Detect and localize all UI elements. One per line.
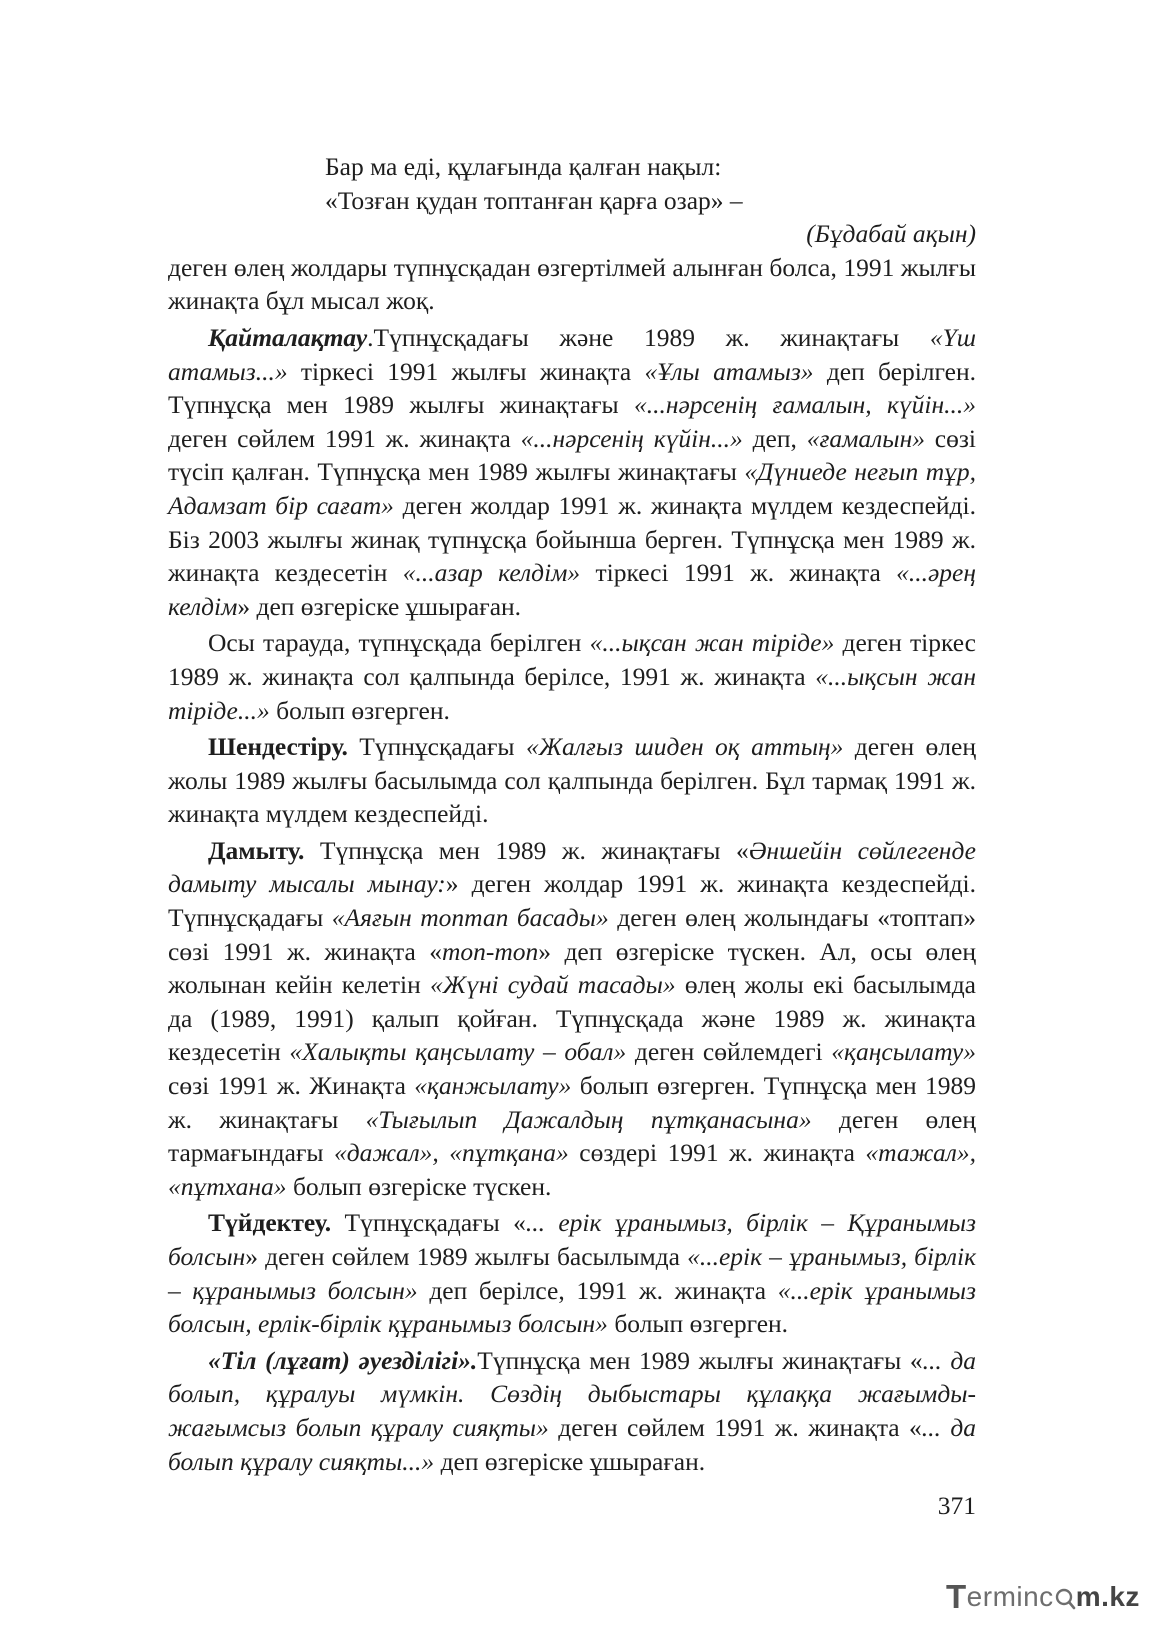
paragraph-text: » деген жолдар 1991 ж. жинақта кездеспейді. Түпнұсқадағы — [168, 869, 976, 933]
paragraph-osy-tarauda — [168, 626, 976, 727]
magnifier-icon — [1054, 1584, 1076, 1610]
paragraph-kaitalaktau — [168, 321, 976, 623]
paragraph-damytu — [168, 834, 976, 1204]
italic-quote: «...ерік ұранымыз болсын, ерлік-бірлік құранымыз болсын» — [168, 1275, 977, 1339]
section-term: Шендестіру. — [208, 732, 348, 762]
paragraph-text: » деген сөйлем 1989 жылғы басылымда — [245, 1242, 688, 1271]
section-term: Қайталақтау — [208, 322, 368, 352]
italic-quote: «...азар келдім» — [402, 558, 581, 588]
paragraph-text: » деп өзгеріске ұшыраған. — [237, 591, 522, 621]
paragraph-text: сөздері 1991 ж. жинақта — [568, 1138, 866, 1168]
paragraph-text: сөзі 1991 ж. Жинақта — [168, 1071, 415, 1101]
italic-quote: «Халықты қаңсылату – обал» — [289, 1037, 627, 1067]
paragraph-text: деген сөйлем 1991 ж. жинақта « — [548, 1412, 922, 1442]
paragraph-text: Түпнұсқа мен 1989 жылғы жинақтағы « — [477, 1345, 923, 1375]
italic-quote: «дажал», «пұтқана» — [334, 1138, 569, 1168]
paragraph-text: деген сөйлемдегі — [626, 1037, 832, 1067]
watermark-text-1: erminc — [966, 1581, 1054, 1612]
italic-quote: «...нәрсенің ғамалын, күйін...» — [633, 390, 976, 420]
italic-quote: «Жүні судай тасады» — [429, 970, 676, 1000]
italic-quote: «...нәрсенің күйін...» — [520, 423, 743, 453]
paragraph-tuidektéu — [168, 1206, 976, 1340]
paragraph-continuation — [168, 251, 976, 318]
italic-quote: «Үш атамыз...» — [168, 322, 976, 386]
section-term: «Тіл (лұғат) әуезділігі». — [208, 1345, 478, 1375]
italic-quote: «...әрең келдім — [168, 558, 976, 621]
paragraph-text: деген тіркес 1989 ж. жинақта сол қалпында берілсе, 1991 ж. жинақта — [168, 628, 976, 691]
paragraph-til-auezdiligi — [168, 1344, 976, 1478]
paragraph-text: сөзі түсіп қалған. Түпнұсқа мен 1989 жылғы жинақтағы — [168, 423, 976, 487]
italic-quote: «...ықсын жан тіріде...» — [168, 661, 976, 725]
paragraph-text: деп, — [742, 423, 807, 453]
paragraph-text: болып өзгеріске түскен. — [286, 1171, 552, 1201]
poem-attribution: (Бұдабай ақын) — [806, 219, 976, 249]
italic-quote: «...ерік – ұранымыз, бірлік – құранымыз болсын» — [168, 1242, 976, 1305]
paragraph-text: болып өзгерген. — [607, 1309, 789, 1339]
watermark-text-2: m.kz — [1075, 1581, 1140, 1612]
page-body — [168, 150, 976, 1478]
section-term: Түйдектеу. — [208, 1208, 332, 1238]
section-term: Дамыту. — [208, 835, 305, 865]
italic-quote: «Ұлы атамыз» — [644, 356, 814, 386]
page-number: 371 — [937, 1491, 976, 1520]
watermark-t: T — [946, 1578, 967, 1615]
italic-quote: «...ықсан жан тіріде» — [589, 628, 835, 658]
paragraph-text: деген өлең жолы 1989 жылғы басылымда сол қалпында берілген. Бұл тармақ 1991 ж. жинақта мүлдем кездеспейді. — [168, 732, 976, 829]
paragraph-text: Осы тарауда, түпнұсқада берілген — [208, 628, 590, 658]
paragraph-text: болып өзгерген. — [269, 695, 450, 725]
termincom-watermark-logo — [946, 1577, 1140, 1617]
italic-quote: «Аяғын топтап басады» — [331, 903, 609, 933]
paragraph-text: деп берілген. Түпнұсқа мен 1989 жылғы жинақтағы — [168, 356, 976, 420]
paragraph-text: деген өлең тармағындағы — [168, 1104, 977, 1168]
paragraph-text: деген өлең жолындағы «топтап» сөзі 1991 ж. жинақта « — [168, 903, 976, 966]
italic-quote: «Дүниеде неғып тұр, Адамзат бір сағат» — [168, 457, 976, 520]
paragraph-text: тіркесі 1991 жылғы жинақта — [287, 356, 645, 386]
italic-quote: «Тығылып Дажалдың пұтқанасына» — [365, 1104, 812, 1134]
paragraph-text: тіркесі 1991 ж. жинақта — [580, 558, 897, 588]
italic-quote: «Жалғыз шиден оқ аттың» — [525, 732, 844, 762]
paragraph-text: Түпнұсқадағы — [347, 732, 526, 762]
paragraph-text: өлең жолы екі басылымда да (1989, 1991) қалып қойған. Түпнұсқада және 1989 ж. жинақта кездесетін — [168, 970, 976, 1067]
paragraph-text: болып өзгерген. Түпнұсқа мен 1989 ж. жинақтағы — [168, 1071, 976, 1134]
paragraph-text: деген жолдар 1991 ж. жинақта мүлдем кездеспейді. Біз 2003 жылғы жинақ түпнұсқа бойынша берген. Түпнұсқа мен 1989 ж. жинақта кездесетін — [168, 490, 976, 588]
italic-quote: Әншейін сөйлегенде дамыту мысалы мынау: — [168, 835, 976, 899]
paragraph-text: Түпнұсқа мен 1989 ж. жинақтағы « — [304, 835, 749, 865]
paragraph-text: деген сөйлем 1991 ж. жинақта — [168, 423, 521, 453]
italic-quote: «тажал», «пұтхана» — [168, 1138, 976, 1201]
paragraph-text: » деп өзгеріске түскен. Ал, осы өлең жолынан кейін келетін — [168, 936, 976, 1000]
paragraph-text: деген өлең жолдары түпнұсқадан өзгертілмей алынған болса, 1991 жылғы жинақта бұл мысал жоқ. — [168, 252, 976, 316]
italic-quote: ... ерік ұранымыз, бірлік – Құранымыз болсын — [168, 1208, 976, 1271]
paragraph-text: деп берілсе, 1991 ж. жинақта — [417, 1275, 778, 1305]
paragraph-shendestiru — [168, 730, 976, 831]
italic-quote: ... да болып құралу сияқты...» — [168, 1412, 977, 1476]
italic-quote: «қанжылату» — [414, 1071, 572, 1101]
paragraph-text: .Түпнұсқадағы және 1989 ж. жинақтағы — [367, 322, 930, 352]
poem-line-1: Бар ма еді, құлағында қалған нақыл: — [325, 152, 722, 181]
paragraph-text: деп өзгеріске ұшыраған. — [434, 1446, 706, 1476]
italic-quote: «ғамалын» — [806, 423, 925, 453]
italic-quote: топ-топ — [441, 936, 539, 966]
italic-quote: «қаңсылату» — [831, 1037, 976, 1067]
italic-quote: ... да болып, құралуы мүмкін. Сөздің дыбыстары құлаққа жағымды-жағымсыз болып құралу сияқты» — [168, 1345, 976, 1442]
paragraph-text: Түпнұсқадағы « — [331, 1208, 526, 1238]
poem-line-2: «Тозған қудан топтанған қарға озар» – — [325, 185, 743, 215]
